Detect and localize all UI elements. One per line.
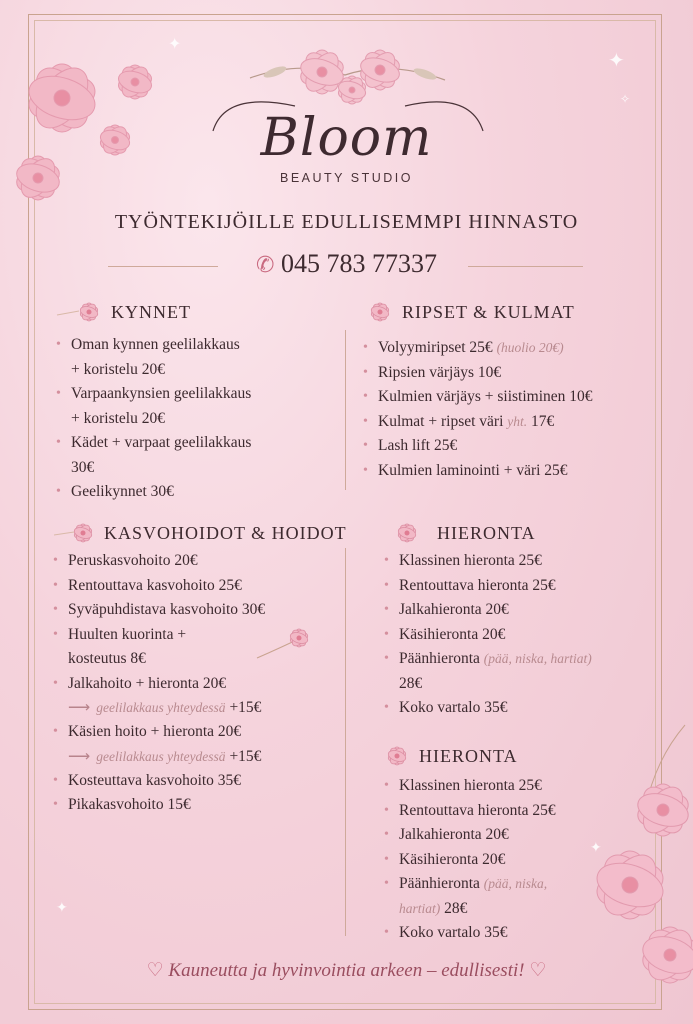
brand-subtitle: BEAUTY STUDIO xyxy=(280,171,413,185)
list-item: • Rentouttava hieronta 25€ xyxy=(383,574,668,599)
sparkle-icon: ✦ xyxy=(56,900,68,916)
list-item: • Kulmien värjäys + siistiminen 10€ xyxy=(362,385,662,410)
section-title: RIPSET & KULMAT xyxy=(402,301,575,322)
list-item: • Kulmien laminointi + väri 25€ xyxy=(362,459,662,484)
list-item: • Kädet + varpaat geelilakkaus 30€ xyxy=(55,431,340,480)
arrow-right-icon: ⟶ xyxy=(68,747,91,765)
list-item: • Kosteuttava kasvohoito 35€ xyxy=(52,769,352,794)
section-title: HIERONTA xyxy=(437,522,536,543)
flower-icon xyxy=(362,299,396,325)
phone-icon: ✆ xyxy=(256,252,275,277)
addon-note: ⟶ geelilakkaus yhteydessä +15€ xyxy=(68,747,262,765)
phone-number: 045 783 77337 xyxy=(280,249,437,278)
list-item: • Peruskasvohoito 20€ xyxy=(52,549,352,574)
list-item: • Volyymiripset 25€ (huolio 20€) xyxy=(362,336,662,361)
list-item: • Jalkahieronta 20€ xyxy=(383,598,668,623)
section-title: HIERONTA xyxy=(419,745,518,766)
list-item: • Varpaankynsien geelilakkaus + koristelu 20€ xyxy=(55,382,340,431)
flower-branch xyxy=(255,628,315,662)
column-divider xyxy=(345,330,346,490)
flower-icon xyxy=(383,520,431,546)
list-item: • Rentouttava kasvohoito 25€ xyxy=(52,574,352,599)
list-item: • Syväpuhdistava kasvohoito 30€ xyxy=(52,598,352,623)
page-headline: TYÖNTEKIJÖILLE EDULLISEMMPI HINNASTO xyxy=(114,211,579,233)
list-item: • Klassinen hieronta 25€ xyxy=(383,549,668,574)
flower-icon xyxy=(52,520,98,546)
list-item: • Lash lift 25€ xyxy=(362,434,662,459)
sparkle-icon: ✦ xyxy=(590,840,602,856)
heart-icon: ♡ xyxy=(146,960,164,981)
list-item: • Koko vartalo 35€ xyxy=(383,696,668,721)
sparkle-icon: ✧ xyxy=(620,92,631,106)
list-item: • Päänhieronta (pää, niska, hartiat) 28€ xyxy=(383,647,668,696)
list-item: • Käsihieronta 20€ xyxy=(383,848,668,873)
flower-icon xyxy=(55,299,105,325)
list-item: • Ripsien värjäys 10€ xyxy=(362,361,662,386)
list-item: • Päänhieronta (pää, niska, hartiat) 28€ xyxy=(383,872,668,921)
list-item: • Kulmat + ripset väri yht. 17€ xyxy=(362,410,662,435)
list-item: • Rentouttava hieronta 25€ xyxy=(383,799,668,824)
section-kynnet xyxy=(55,298,340,505)
list-item: • Klassinen hieronta 25€ xyxy=(383,774,668,799)
list-item: • Huulten kuorinta + kosteutus 8€ xyxy=(52,623,352,672)
list-item: • Käsien hoito + hieronta 20€ xyxy=(52,720,352,745)
list-item: • Pikakasvohoito 15€ xyxy=(52,793,352,818)
list-item: • Käsihieronta 20€ xyxy=(383,623,668,648)
brand-name: Bloom xyxy=(260,108,433,168)
addon-note: ⟶ geelilakkaus yhteydessä +15€ xyxy=(68,699,262,716)
footer-tagline: ♡ Kauneutta ja hyvinvointia arkeen – edullisesti! ♡ xyxy=(146,960,547,981)
section-title: KASVOHOIDOT & HOIDOT xyxy=(104,522,347,543)
list-item: • Koko vartalo 35€ xyxy=(383,921,668,946)
section-title: KYNNET xyxy=(111,301,191,322)
sparkle-icon: ✦ xyxy=(168,34,182,53)
list-item: • Geelikynnet 30€ xyxy=(55,480,340,505)
section-hieronta-1 xyxy=(383,519,668,721)
list-item: • Oman kynnen geelilakkaus + koristelu 20€ xyxy=(55,333,340,382)
list-item: • Jalkahieronta 20€ xyxy=(383,823,668,848)
list-item: • Jalkahoito + hieronta 20€ xyxy=(52,672,352,697)
sparkle-icon: ✦ xyxy=(608,48,625,72)
section-ripset-kulmat xyxy=(362,298,662,483)
section-kasvohoidot xyxy=(52,519,352,818)
arrow-right-icon: ⟶ xyxy=(68,699,91,716)
phone-number-row[interactable] xyxy=(0,249,693,279)
heart-icon: ♡ xyxy=(529,960,547,981)
flower-icon xyxy=(383,743,413,769)
